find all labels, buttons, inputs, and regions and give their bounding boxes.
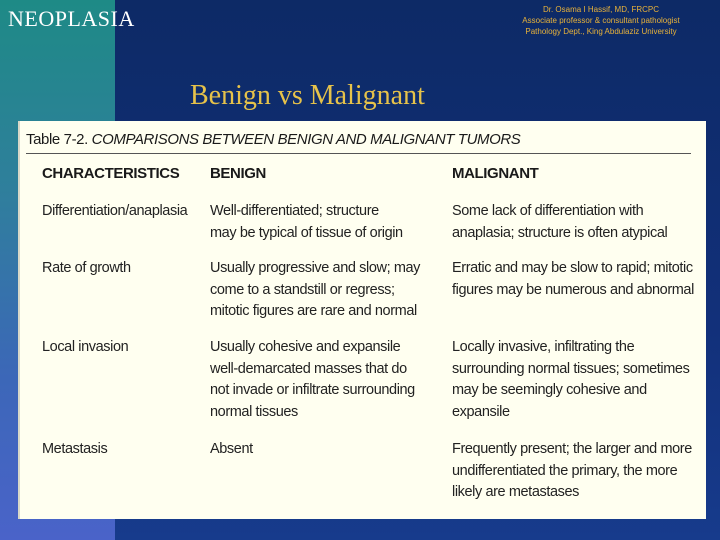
cell-characteristic: Metastasis [42,441,108,457]
table-caption [26,131,520,148]
cell-benign: Absent [210,441,253,457]
author-line: Associate professor & consultant pathologist [522,16,680,25]
cell-benign: Usually cohesive and expansile well-demarcated masses that do not invade or infiltrate surrounding normal tissues [210,339,415,420]
comparison-table [20,121,706,519]
cell-characteristic: Differentiation/anaplasia [42,203,188,219]
author-line: Dr. Osama I Hassif, MD, FRCPC [542,5,659,14]
slide-title: NEOPLASIA [8,6,135,31]
cell-malignant: Locally invasive, infiltrating the surrounding normal tissues; sometimes may be seemingly cohesive and expansile [452,339,690,420]
header-malignant: MALIGNANT [452,165,539,182]
cell-characteristic: Rate of growth [42,260,131,276]
cell-malignant: Frequently present; the larger and more undifferentiated the primary, the more likely are metastases [452,441,692,500]
cell-benign: Well-differentiated; structure may be typical of tissue of origin [210,203,403,241]
table-caption-label: Table 7-2. [26,131,88,148]
cell-benign: Usually progressive and slow; may come to a standstill or regress; mitotic figures are rare and normal [210,260,421,319]
author-line: Pathology Dept., King Abdulaziz University [525,27,677,36]
header-characteristics: CHARACTERISTICS [42,165,180,182]
author-credit [496,4,706,37]
table-caption-text: COMPARISONS BETWEEN BENIGN AND MALIGNANT TUMORS [91,131,521,148]
cell-characteristic: Local invasion [42,339,129,355]
caption-divider [26,153,691,154]
cell-malignant: Erratic and may be slow to rapid; mitotic figures may be numerous and abnormal [452,260,694,298]
header-benign: BENIGN [210,165,266,182]
cell-malignant: Some lack of differentiation with anaplasia; structure is often atypical [452,203,668,241]
slide-subtitle: Benign vs Malignant [190,80,425,111]
